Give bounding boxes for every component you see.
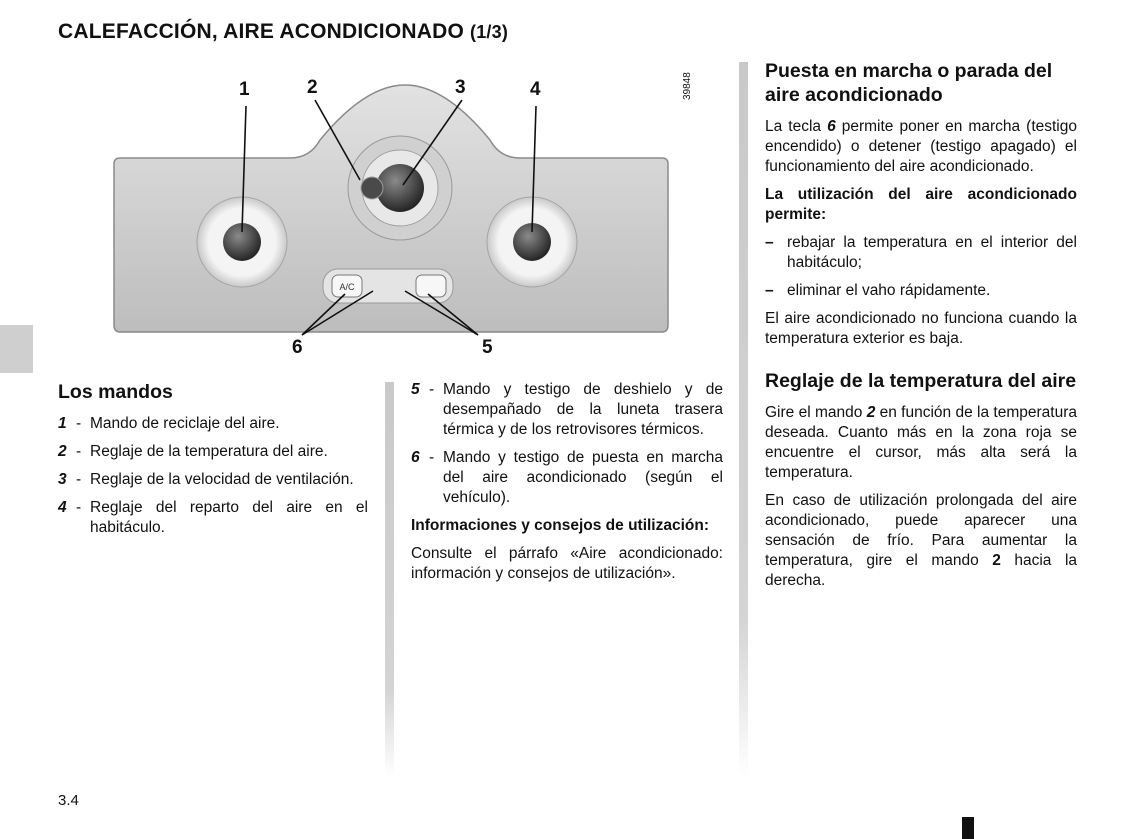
callout-1: 1: [239, 79, 250, 100]
title-part: (1/3): [470, 22, 509, 42]
column-divider-left: [385, 382, 394, 777]
list-item: – rebajar la temperatura en el interior del habitáculo;: [765, 234, 1077, 271]
callout-5: 5: [482, 337, 493, 358]
ac-button-label: A/C: [339, 282, 355, 292]
ac-heading: Puesta en marcha o parada del aire acondicionado: [765, 60, 1053, 106]
callout-3: 3: [455, 77, 466, 98]
corner-mark: [962, 817, 974, 839]
temp-paragraph-1: Gire el mando 2 en función de la temperatura deseada. Cuanto más en la zona roja se encuentre el cursor, más alta será la temperatura.: [765, 404, 1077, 481]
info-heading: Informaciones y consejos de utilización:: [411, 517, 710, 534]
figure-reference: 39848: [682, 72, 693, 100]
ac-paragraph-1: La tecla 6 permite poner en marcha (testigo encendido) o detener (testigo apagado) el funcionamiento del aire acondicionado.: [765, 118, 1077, 175]
temp-heading: Reglaje de la temperatura del aire: [765, 370, 1077, 392]
ac-paragraph-2: El aire acondicionado no funciona cuando la temperatura exterior es baja.: [765, 310, 1077, 347]
column-divider-right: [739, 62, 748, 777]
fan-knob: [361, 177, 383, 199]
ac-column: [765, 59, 1077, 599]
list-item: 3 - Reglaje de la velocidad de ventilación.: [58, 471, 354, 488]
rear-defrost-button: [416, 275, 446, 297]
info-text: Consulte el párrafo «Aire acondicionado: información y consejos de utilización».: [411, 545, 723, 582]
list-item: – eliminar el vaho rápidamente.: [765, 282, 991, 299]
page-title: [58, 20, 508, 44]
list-item: 5 - Mando y testigo de deshielo y de desempañado de la luneta trasera térmica y de los retrovisores térmicos.: [411, 381, 723, 438]
controls-column-1: [58, 380, 368, 546]
callout-6: 6: [292, 337, 303, 358]
callout-4: 4: [530, 79, 541, 100]
section-tab: [0, 325, 33, 373]
list-item: 1 - Mando de reciclaje del aire.: [58, 415, 280, 432]
page-number: 3.4: [58, 792, 79, 809]
list-item: 2 - Reglaje de la temperatura del aire.: [58, 443, 328, 460]
title-text: CALEFACCIÓN, AIRE ACONDICIONADO: [58, 20, 464, 43]
ac-uses-heading: La utilización del aire acondicionado permite:: [765, 186, 1077, 223]
control-panel-illustration: [110, 70, 700, 365]
controls-column-2: [411, 380, 723, 592]
callout-2: 2: [307, 77, 318, 98]
list-item: 4 - Reglaje del reparto del aire en el habitáculo.: [58, 499, 368, 536]
controls-heading: Los mandos: [58, 381, 173, 403]
list-item: 6 - Mando y testigo de puesta en marcha del aire acondicionado (según el vehículo).: [411, 449, 723, 506]
temp-paragraph-2: En caso de utilización prolongada del aire acondicionado, puede aparecer una sensación de frío. Para aumentar la temperatura, gire el mando 2 hacia la derecha.: [765, 492, 1078, 589]
control-panel-drawing: [110, 70, 700, 365]
